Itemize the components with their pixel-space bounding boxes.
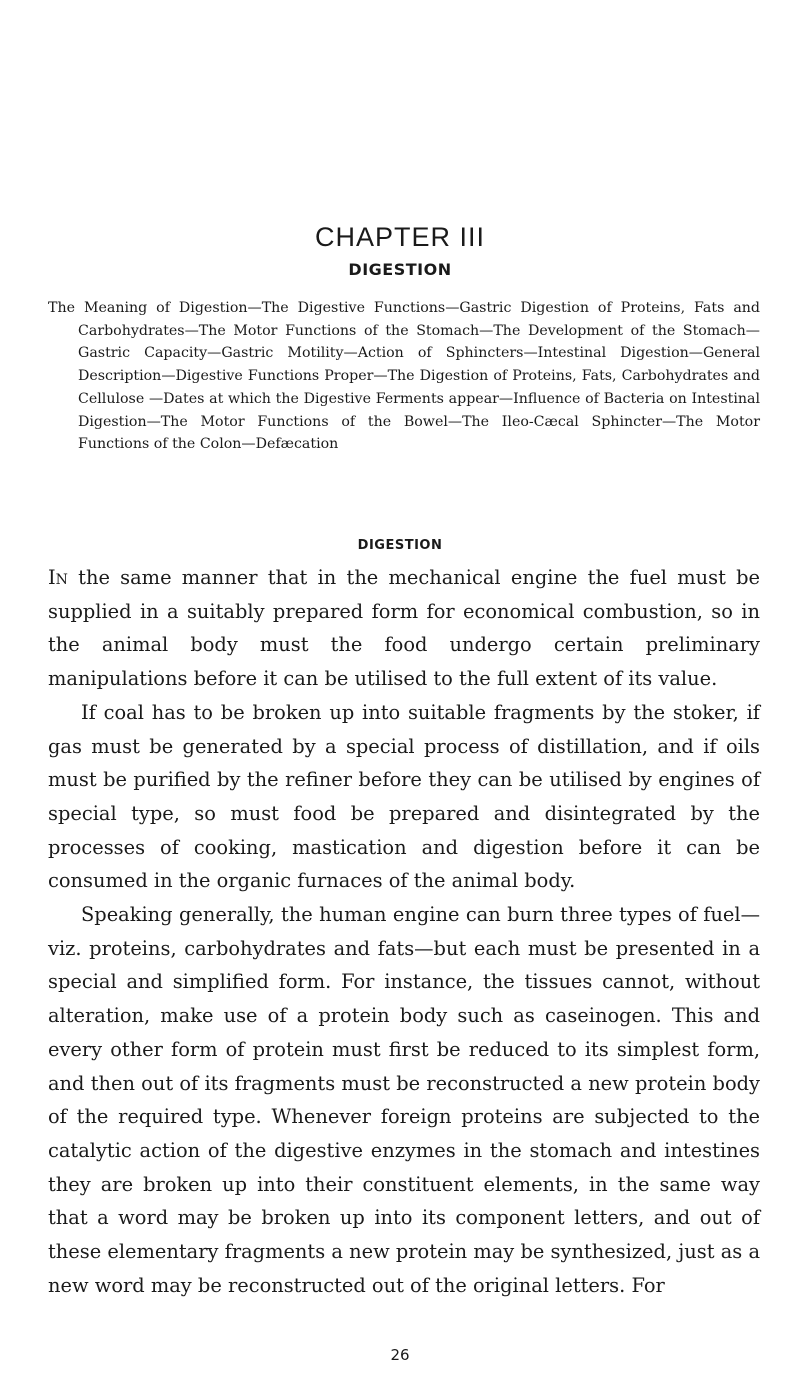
- paragraph-1: [48, 561, 760, 696]
- lead-word: In: [48, 566, 68, 589]
- paragraph-2: If coal has to be broken up into suitable fragments by the stoker, if gas must be generated by a special process of distillation, and if oils must be purified by the refiner before they can be utilised by engines of special type, so must food be prepared and disintegrated by the processes of cooking, mastication and digestion before it can be consumed in the organic furnaces of the animal body.: [48, 700, 760, 893]
- page-number: 26: [390, 1346, 410, 1364]
- body-text: [48, 561, 760, 1302]
- chapter-subtitle: DIGESTION: [348, 260, 452, 279]
- chapter-title: CHAPTER III: [314, 222, 486, 252]
- chapter-synopsis: The Meaning of Digestion—The Digestive Functions—Gastric Digestion of Proteins, Fats and Carbohydrates—The Motor Functions of the Stomach—The Development of the Stomach—Gastric Capacity—Gastric Motility—Action of Sphincters—Intestinal Digestion—General Description—Digestive Functions Proper—The Digestion of Proteins, Fats, Carbohydrates and Cellulose —Dates at which the Digestive Ferments appear—Influence of Bacteria on Intestinal Digestion—The Motor Functions of the Bowel—The Ileo-Cæcal Sphincter—The Motor Functions of the Colon—Defæcation: [48, 300, 760, 453]
- section-heading: DIGESTION: [357, 538, 443, 553]
- paragraph-3: Speaking generally, the human engine can burn three types of fuel—viz. proteins, carbohydrates and fats—but each must be presented in a special and simplified form. For instance, the tissues cannot, without alteration, make use of a protein body such as caseinogen. This and every other form of protein must first be reduced to its simplest form, and then out of its fragments must be reconstructed a new protein body of the required type. Whenever foreign proteins are subjected to the catalytic action of the digestive enzymes in the stomach and intestines they are broken up into their constituent elements, in the same way that a word may be broken up into its component letters, and out of these elementary fragments a new protein may be synthesized, just as a new word may be reconstructed out of the original letters. For: [48, 903, 760, 1297]
- paragraph-1-text: the same manner that in the mechanical engine the fuel must be supplied in a suitably prepared form for economical combustion, so in the animal body must the food undergo certain preliminary manipulations before it can be utilised to the full extent of its value.: [48, 566, 760, 691]
